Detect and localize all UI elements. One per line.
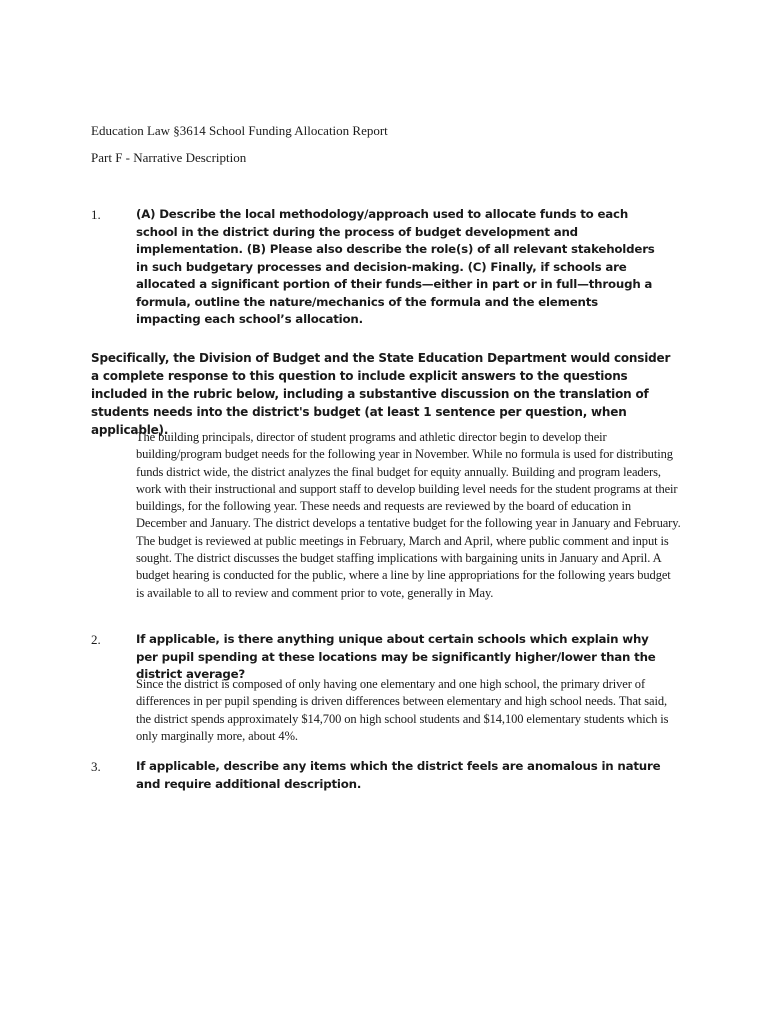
question-2-number: 2. — [91, 632, 101, 647]
question-3-text: If applicable, describe any items which the district feels are anomalous in nature and require additional description. — [136, 759, 661, 791]
answer-2-text: Since the district is composed of only having one elementary and one high school, the primary driver of differences in per pupil spending is driven differences between elementary and high school needs. That said, the district spends approximately $14,700 on high school students and $14,100 elementary students which is only marginally more, about 4%. — [136, 677, 669, 743]
question-3-number: 3. — [91, 759, 101, 774]
part-heading: Part F - Narrative Description — [91, 150, 247, 165]
report-title: Education Law §3614 School Funding Allocation Report — [91, 123, 388, 138]
question-1-text: (A) Describe the local methodology/approach used to allocate funds to each school in the district during the process of budget development and implementation. (B) Please also describe the role(s) of all relevant stakeholders in such budgetary processes and decision-making. (C) Finally, if schools are allocated a significant portion of their funds—either in part or in full—through a formula, outline the nature/mechanics of the formula and the elements impacting each school’s allocation. — [136, 207, 655, 326]
instruction-paragraph: Specifically, the Division of Budget and the State Education Department would consider a complete response to this question to include explicit answers to the questions included in the rubric below, including a substantive discussion on the translation of students needs into the district's budget (at least 1 sentence per question, when applicable). — [91, 351, 671, 437]
answer-1-text: The building principals, director of student programs and athletic director begin to develop their building/program budget needs for the following year in November. While no formula is used for distributing funds district wide, the district analyzes the final budget for equity annually. Building and program leaders, work with their instructional and support staff to develop building level needs for the student programs at their buildings, for the following year. These needs and requests are reviewed by the board of education in December and January. The district develops a tentative budget for the following year in January and February. The budget is reviewed at public meetings in February, March and April, where public comment and input is sought. The district discusses the budget staffing implications with bargaining units in January and April. A budget hearing is conducted for the public, where a line by line appropriations for the following years budget is available to all to review and comment prior to vote, generally in May. — [136, 430, 681, 600]
question-2-text: If applicable, is there anything unique about certain schools which explain why per pupil spending at these locations may be significantly higher/lower than the district average? — [136, 632, 656, 681]
question-1-number: 1. — [91, 207, 101, 222]
